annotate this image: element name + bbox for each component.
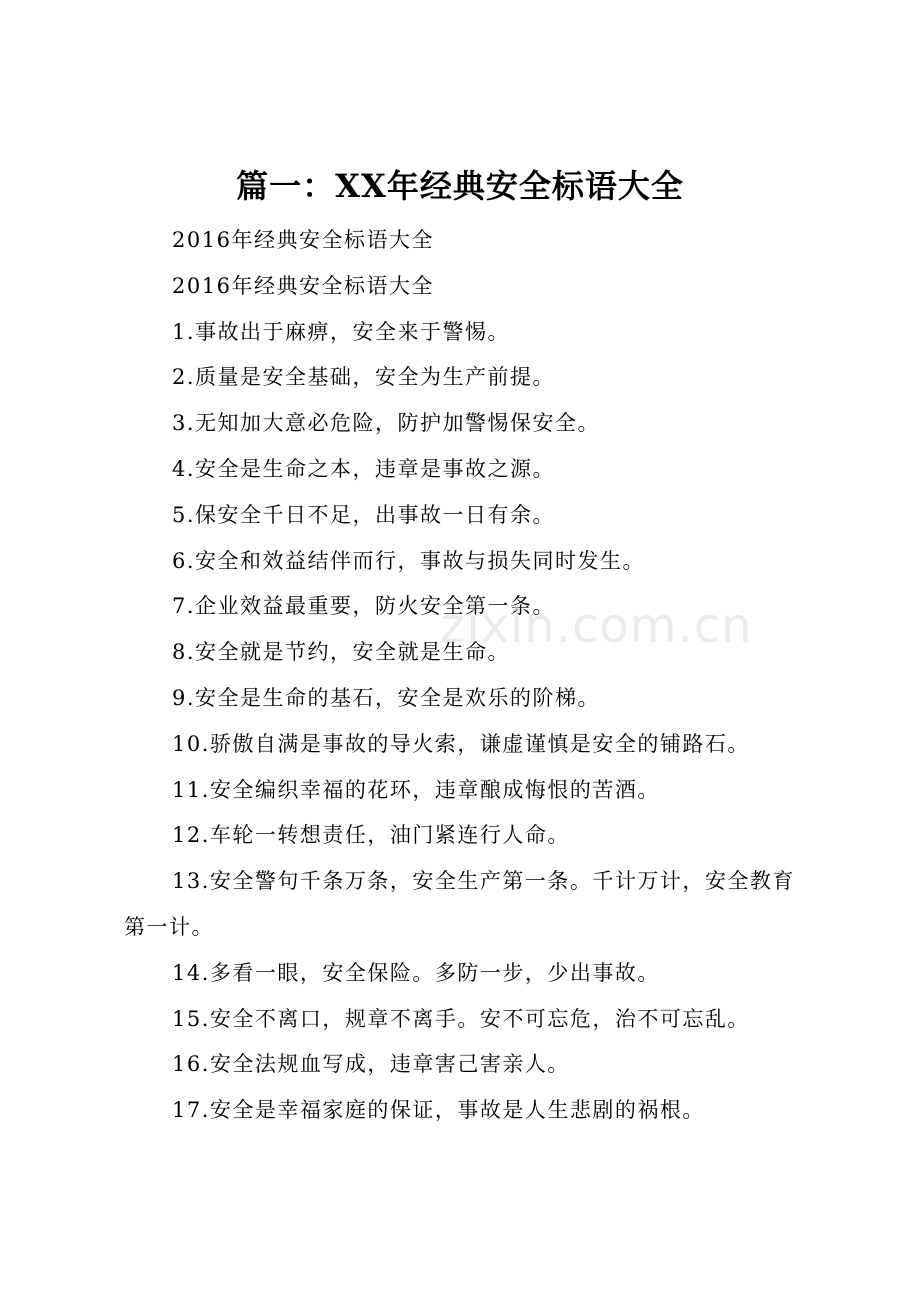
- slogan-17: 17.安全是幸福家庭的保证，事故是人生悲剧的祸根。: [172, 1098, 705, 1123]
- document-title: 篇一：XX年经典安全标语大全: [236, 167, 684, 205]
- slogan-10: 10.骄傲自满是事故的导火索，谦虚谨慎是安全的铺路石。: [172, 731, 750, 756]
- slogan-16: 16.安全法规血写成，违章害己害亲人。: [172, 1052, 570, 1077]
- slogan-11: 11.安全编织幸福的花环，违章酿成悔恨的苦酒。: [172, 777, 660, 802]
- slogan-7: 7.企业效益最重要，防火安全第一条。: [172, 594, 556, 619]
- slogan-14: 14.多看一眼，安全保险。多防一步，少出事故。: [172, 960, 660, 985]
- slogan-1: 1.事故出于麻痹，安全来于警惕。: [172, 319, 511, 344]
- paragraph-heading-1: 2016年经典安全标语大全: [172, 228, 434, 252]
- slogan-8: 8.安全就是节约，安全就是生命。: [172, 640, 511, 665]
- slogan-4: 4.安全是生命之本，违章是事故之源。: [172, 456, 556, 481]
- slogan-13: 13.安全警句千条万条，安全生产第一条。千计万计，安全教育第一计。: [124, 869, 795, 939]
- slogan-2: 2.质量是安全基础，安全为生产前提。: [172, 365, 556, 390]
- slogan-3: 3.无知加大意必危险，防护加警惕保安全。: [172, 411, 601, 436]
- watermark: zixin.com.cn: [440, 598, 753, 654]
- paragraph-heading-2: 2016年经典安全标语大全: [172, 273, 434, 298]
- slogan-15: 15.安全不离口，规章不离手。安不可忘危，治不可忘乱。: [172, 1006, 750, 1031]
- slogan-5: 5.保安全千日不足，出事故一日有余。: [172, 502, 556, 527]
- slogan-9: 9.安全是生命的基石，安全是欢乐的阶梯。: [172, 685, 601, 710]
- slogan-6: 6.安全和效益结伴而行，事故与损失同时发生。: [172, 548, 646, 573]
- document-body: [124, 218, 814, 1134]
- slogan-12: 12.车轮一转想责任，油门紧连行人命。: [172, 823, 570, 848]
